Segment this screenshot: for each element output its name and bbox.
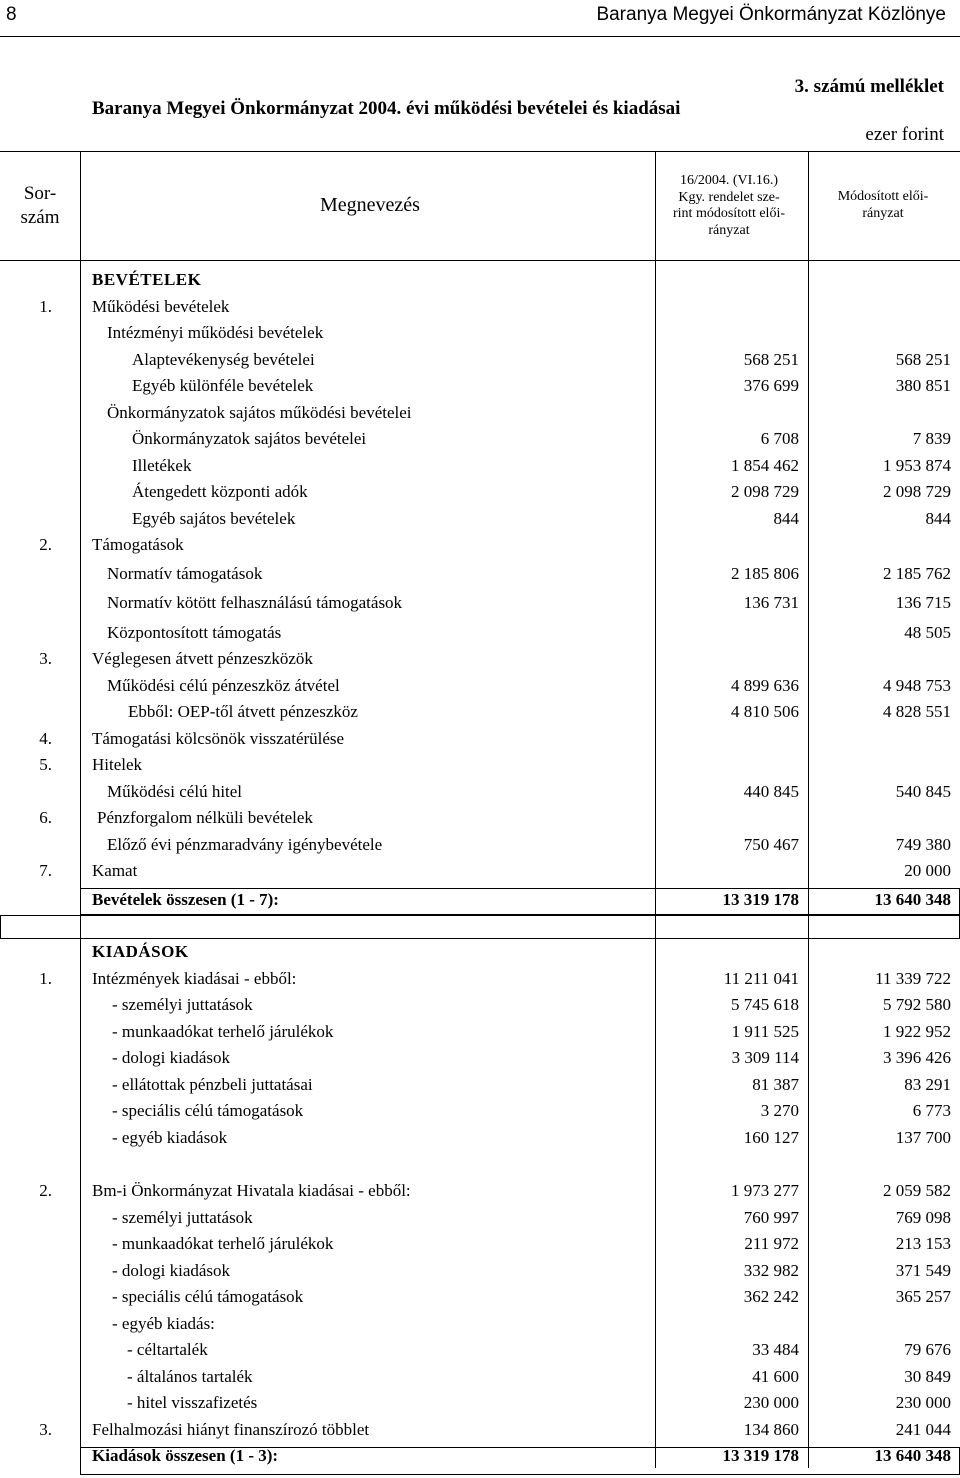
- document-title: Baranya Megyei Önkormányzat 2004. évi működési bevételei és kiadásai: [92, 98, 681, 119]
- value-modositott: 11 339 722: [875, 968, 951, 988]
- table-row: [0, 1389, 960, 1416]
- total-row: [0, 886, 960, 913]
- value-eredeti: 13 319 178: [722, 1446, 799, 1465]
- value-modositott: 371 549: [895, 1260, 951, 1280]
- table-row: [0, 1124, 960, 1151]
- table-row: [0, 505, 960, 532]
- total-row: [0, 1442, 960, 1469]
- row-label: - munkaadókat terhelő járulékok: [112, 1021, 334, 1041]
- row-label: - egyéb kiadások: [112, 1127, 228, 1147]
- header-rule: [0, 36, 960, 37]
- table-row: [0, 346, 960, 373]
- value-modositott: 13 640 348: [874, 1446, 951, 1465]
- row-label: - dologi kiadások: [112, 1260, 231, 1280]
- table-row: [0, 1416, 960, 1443]
- table-row: [0, 1204, 960, 1231]
- row-label: Illetékek: [132, 455, 192, 475]
- row-label: Kiadások összesen (1 - 3):: [92, 1446, 279, 1465]
- table-row: [0, 560, 960, 587]
- row-label: Bevételek összesen (1 - 7):: [92, 889, 279, 909]
- value-eredeti: 1 854 462: [731, 455, 799, 475]
- table-row: [0, 589, 960, 616]
- value-eredeti: 5 745 618: [731, 995, 799, 1014]
- value-eredeti: 760 997: [743, 1207, 799, 1227]
- value-modositott: 79 676: [904, 1340, 951, 1359]
- table-row: [0, 831, 960, 858]
- column-header-line: Kgy. rendelet sze-: [678, 189, 780, 205]
- value-eredeti: 134 860: [743, 1419, 799, 1439]
- column-header-sorszam: [0, 182, 80, 230]
- row-label: Támogatások: [92, 535, 184, 554]
- row-number: 6.: [39, 808, 52, 827]
- value-modositott: 6 773: [912, 1101, 951, 1120]
- value-eredeti: 3 270: [760, 1101, 799, 1120]
- row-label: Önkormányzatok sajátos bevételei: [132, 429, 367, 448]
- value-eredeti: 4 899 636: [731, 675, 799, 695]
- value-modositott: 749 380: [895, 834, 951, 854]
- column-header-eredeti-eloiranyzat: [655, 173, 803, 239]
- value-eredeti: 332 982: [743, 1260, 799, 1280]
- section-row: [0, 266, 960, 293]
- table-row: [0, 619, 960, 646]
- row-label: Intézmények kiadásai - ebből:: [92, 968, 297, 988]
- value-modositott: 568 251: [895, 349, 951, 369]
- page-number: 8: [6, 4, 17, 25]
- value-eredeti: 81 387: [752, 1074, 799, 1094]
- table-row: [0, 399, 960, 426]
- row-number: 1.: [39, 968, 52, 988]
- header-bottom-border: [0, 260, 960, 261]
- row-label: - egyéb kiadás:: [112, 1313, 215, 1333]
- column-header-modositott-eloiranyzat: [808, 188, 958, 222]
- table-row: [0, 319, 960, 346]
- value-eredeti: 568 251: [743, 349, 799, 369]
- value-eredeti: 440 845: [743, 781, 799, 801]
- row-number: 2.: [39, 1181, 52, 1200]
- row-label: Alaptevékenység bevételei: [132, 349, 315, 369]
- row-number: 4.: [39, 728, 52, 748]
- value-modositott: 540 845: [895, 781, 951, 801]
- page-header: [0, 0, 960, 34]
- row-number: 5.: [39, 755, 52, 774]
- table-top-border: [0, 151, 960, 152]
- row-label: Kamat: [92, 861, 138, 880]
- value-eredeti: 362 242: [743, 1287, 799, 1306]
- column-header-line: 16/2004. (VI.16.): [680, 173, 778, 188]
- table-row: [0, 1283, 960, 1310]
- table-row: [0, 1363, 960, 1390]
- row-label: - munkaadókat terhelő járulékok: [112, 1234, 334, 1253]
- value-modositott: 2 185 762: [883, 563, 951, 583]
- table-row: [0, 725, 960, 752]
- value-modositott: 30 849: [904, 1366, 951, 1386]
- value-eredeti: 3 309 114: [731, 1048, 799, 1067]
- row-number: 7.: [39, 861, 52, 880]
- table-row: [0, 751, 960, 778]
- row-label: Bm-i Önkormányzat Hivatala kiadásai - ebből:: [92, 1181, 411, 1200]
- table-row: [0, 1071, 960, 1098]
- table-row: [0, 372, 960, 399]
- value-eredeti: 1 911 525: [731, 1021, 799, 1041]
- value-eredeti: 6 708: [760, 429, 799, 448]
- row-label: Hitelek: [92, 755, 143, 774]
- row-label: Működési célú pénzeszköz átvétel: [107, 675, 340, 695]
- value-modositott: 48 505: [904, 622, 951, 642]
- row-label: Támogatási kölcsönök visszatérülése: [92, 728, 345, 748]
- table-row: [0, 1018, 960, 1045]
- column-header-megnevezes: Megnevezés: [320, 194, 420, 216]
- value-modositott: 1 953 874: [883, 455, 951, 475]
- value-eredeti: 211 972: [744, 1234, 799, 1253]
- table-row: [0, 991, 960, 1018]
- value-eredeti: 33 484: [752, 1340, 799, 1359]
- row-label: Egyéb különféle bevételek: [132, 376, 314, 395]
- table-row: [0, 778, 960, 805]
- value-modositott: 83 291: [904, 1074, 951, 1094]
- row-label: - speciális célú támogatások: [112, 1287, 304, 1306]
- row-label: Normatív támogatások: [107, 563, 263, 583]
- table-row: [0, 293, 960, 320]
- value-eredeti: 11 211 041: [723, 968, 799, 988]
- journal-title: Baranya Megyei Önkormányzat Közlönye: [596, 4, 946, 25]
- column-header-line: szám: [20, 207, 60, 228]
- table-row: [0, 1044, 960, 1071]
- section-row: [0, 938, 960, 965]
- row-label: Egyéb sajátos bevételek: [132, 508, 296, 528]
- row-number: 3.: [39, 649, 52, 668]
- row-label: - dologi kiadások: [112, 1048, 231, 1067]
- row-label: Véglegesen átvett pénzeszközök: [92, 649, 313, 668]
- value-eredeti: 2 098 729: [731, 482, 799, 501]
- row-label: - személyi juttatások: [112, 1207, 253, 1227]
- row-label: Felhalmozási hiányt finanszírozó többlet: [92, 1419, 370, 1439]
- value-eredeti: 160 127: [743, 1127, 799, 1147]
- row-label: - céltartalék: [127, 1340, 208, 1359]
- value-eredeti: 230 000: [743, 1393, 799, 1412]
- value-modositott: 380 851: [895, 376, 951, 395]
- value-modositott: 2 098 729: [883, 482, 951, 501]
- table-row: [0, 645, 960, 672]
- value-eredeti: 844: [773, 508, 799, 528]
- row-label: Normatív kötött felhasználású támogatások: [107, 593, 403, 612]
- row-label: Működési bevételek: [92, 296, 230, 316]
- value-eredeti: 136 731: [743, 593, 799, 612]
- value-modositott: 844: [925, 508, 951, 528]
- table-row: [0, 1310, 960, 1337]
- value-eredeti: 1 973 277: [731, 1181, 799, 1200]
- value-modositott: 4 948 753: [883, 675, 951, 695]
- table-row: [0, 1336, 960, 1363]
- row-number: 3.: [39, 1419, 52, 1439]
- value-modositott: 213 153: [895, 1234, 951, 1253]
- value-modositott: 230 000: [895, 1393, 951, 1412]
- annex-label: 3. számú melléklet: [794, 76, 944, 97]
- row-label: Központosított támogatás: [107, 622, 282, 642]
- row-label: Előző évi pénzmaradvány igénybevétele: [107, 834, 383, 854]
- value-eredeti: 750 467: [743, 834, 799, 854]
- row-label: - ellátottak pénzbeli juttatásai: [112, 1074, 313, 1094]
- column-header-line: rányzat: [708, 222, 750, 238]
- column-header-line: Módosított elői-: [837, 189, 929, 204]
- row-label: - speciális célú támogatások: [112, 1101, 304, 1120]
- row-number: 2.: [39, 535, 52, 554]
- value-modositott: 769 098: [895, 1207, 951, 1227]
- table-row: [0, 698, 960, 725]
- value-eredeti: 376 699: [743, 376, 799, 395]
- value-modositott: 241 044: [895, 1419, 951, 1439]
- row-label: KIADÁSOK: [92, 942, 189, 961]
- row-label: - általános tartalék: [127, 1366, 253, 1386]
- value-eredeti: 2 185 806: [731, 563, 799, 583]
- value-modositott: 7 839: [912, 429, 951, 448]
- table-row: [0, 1230, 960, 1257]
- column-header-line: rányzat: [862, 206, 904, 221]
- value-modositott: 20 000: [904, 861, 951, 880]
- value-modositott: 2 059 582: [883, 1181, 951, 1200]
- value-eredeti: 41 600: [752, 1366, 799, 1386]
- table-row: [0, 1257, 960, 1284]
- table-row: [0, 1097, 960, 1124]
- row-label: Önkormányzatok sajátos működési bevételei: [107, 402, 412, 422]
- row-label: BEVÉTELEK: [92, 270, 202, 289]
- value-eredeti: 13 319 178: [722, 889, 799, 909]
- table-row: [0, 452, 960, 479]
- table-row: [0, 857, 960, 884]
- table-row: [0, 672, 960, 699]
- value-modositott: 3 396 426: [883, 1048, 951, 1067]
- row-label: Átengedett központi adók: [132, 482, 308, 501]
- table-row: [0, 1177, 960, 1204]
- value-modositott: 13 640 348: [874, 889, 951, 909]
- table-row: [0, 965, 960, 992]
- row-label: - személyi juttatások: [112, 995, 253, 1014]
- table-row: [0, 804, 960, 831]
- value-modositott: 137 700: [895, 1127, 951, 1147]
- row-label: Ebből: OEP-től átvett pénzeszköz: [128, 702, 358, 721]
- column-header-line: Sor-: [23, 183, 57, 204]
- row-number: 1.: [39, 296, 52, 316]
- unit-label: ezer forint: [865, 124, 944, 145]
- value-modositott: 5 792 580: [883, 995, 951, 1014]
- section-separator-box: [0, 915, 960, 939]
- value-modositott: 1 922 952: [883, 1021, 951, 1041]
- table-row: [0, 531, 960, 558]
- value-eredeti: 4 810 506: [731, 702, 799, 721]
- value-modositott: 4 828 551: [883, 702, 951, 721]
- value-modositott: 136 715: [895, 593, 951, 612]
- table-row: [0, 425, 960, 452]
- row-label: Működési célú hitel: [107, 781, 243, 801]
- value-modositott: 365 257: [895, 1287, 951, 1306]
- row-label: Pénzforgalom nélküli bevételek: [97, 808, 313, 827]
- table-row: [0, 478, 960, 505]
- column-header-line: rint módosított elői-: [673, 206, 785, 221]
- row-label: Intézményi működési bevételek: [107, 323, 324, 342]
- row-label: - hitel visszafizetés: [127, 1393, 258, 1412]
